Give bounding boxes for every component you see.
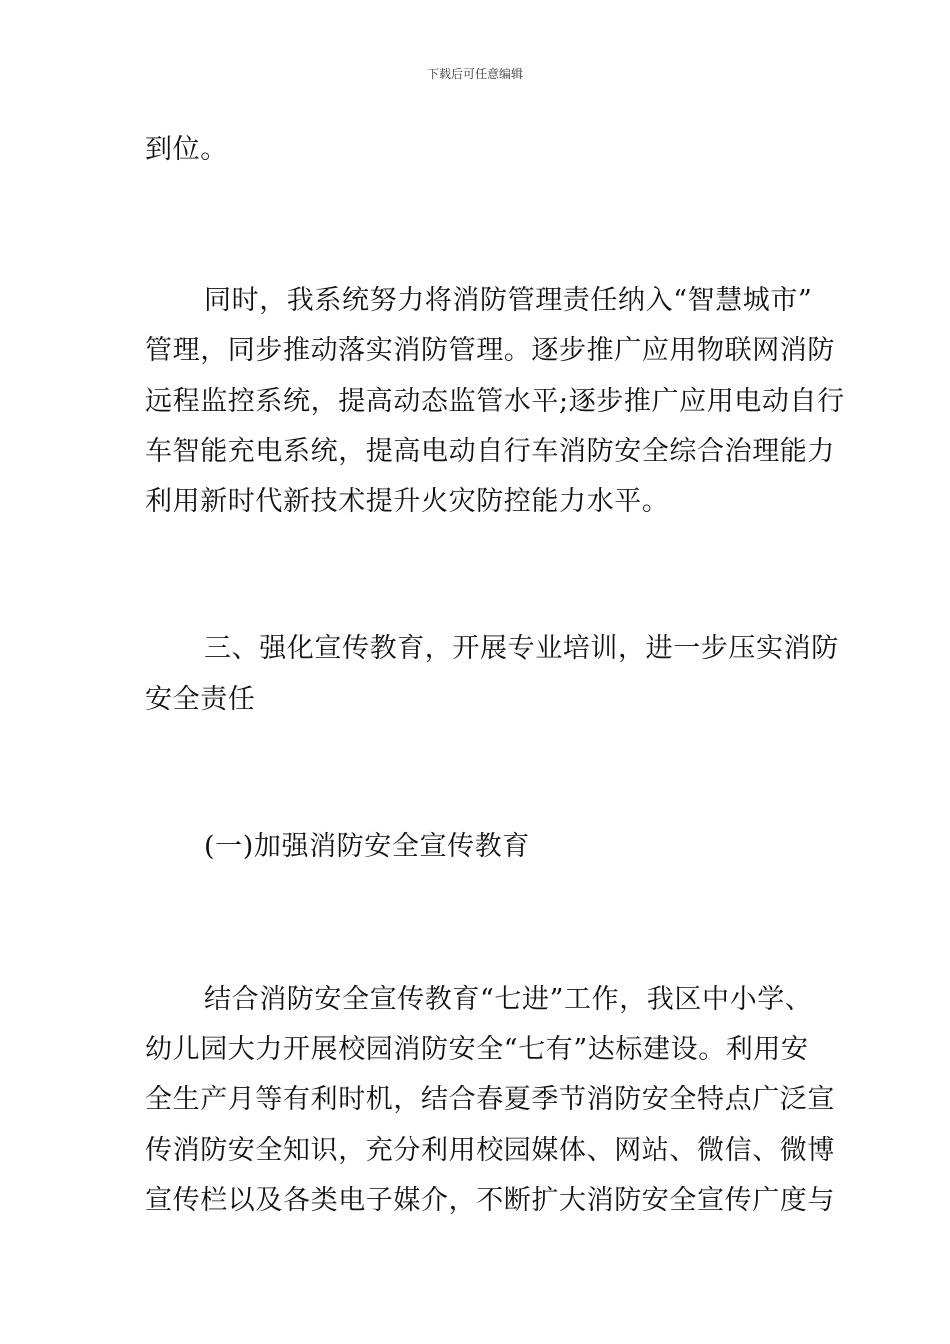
text-line: 到位。 <box>145 134 228 165</box>
text-line: (一)加强消防安全宣传教育 <box>204 831 530 862</box>
text-line: 远程监控系统，提高动态监管水平;逐步推广应用电动自行 <box>145 386 845 417</box>
text-line: 利用新时代新技术提升火灾防控能力水平。 <box>145 486 670 517</box>
text-line: 传消防安全知识，充分利用校园媒体、网站、微信、微博 <box>145 1135 835 1166</box>
text-line: 全生产月等有利时机，结合春夏季节消防安全特点广泛宣 <box>145 1084 835 1115</box>
text-line: 管理，同步推动落实消防管理。逐步推广应用物联网消防 <box>145 335 835 366</box>
text-line: 车智能充电系统，提高电动自行车消防安全综合治理能力 <box>145 436 835 467</box>
text-line: 同时，我系统努力将消防管理责任纳入“智慧城市” <box>204 285 813 316</box>
text-line: 安全责任 <box>145 684 256 715</box>
text-line: 幼儿园大力开展校园消防安全“七有”达标建设。利用安 <box>145 1034 809 1065</box>
text-line: 宣传栏以及各类电子媒介，不断扩大消防安全宣传广度与 <box>145 1185 835 1216</box>
text-line: 结合消防安全宣传教育“七进”工作，我区中小学、 <box>204 984 813 1015</box>
text-line: 三、强化宣传教育，开展专业培训，进一步压实消防 <box>204 633 839 664</box>
page-header: 下载后可任意编辑 <box>426 67 523 81</box>
